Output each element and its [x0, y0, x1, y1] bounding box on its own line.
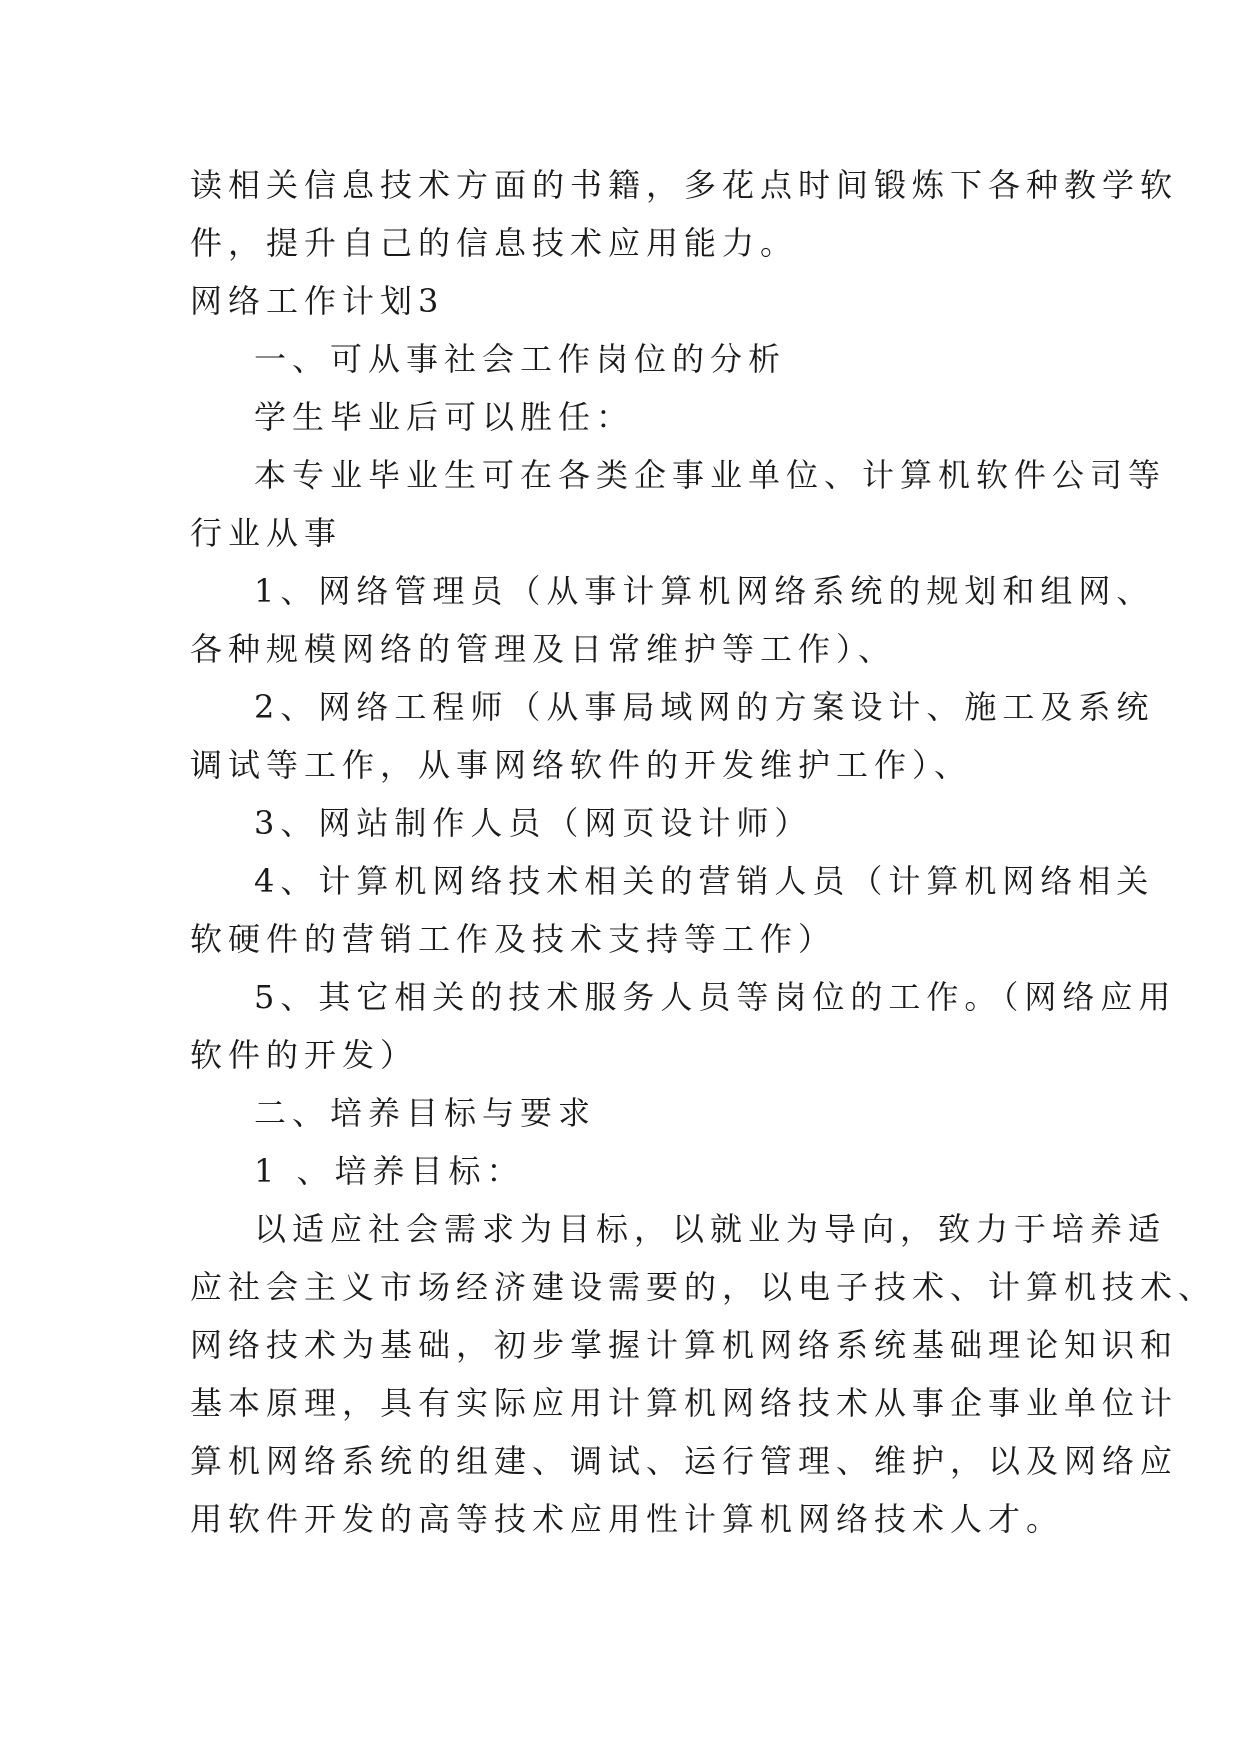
text-line: 行业从事 — [190, 514, 343, 552]
list-item-continuation: 软硬件的营销工作及技术支持等工作） — [190, 920, 837, 958]
section-heading: 网络工作计划3 — [190, 282, 445, 320]
text-line: 本专业毕业生可在各类企事业单位、计算机软件公司等 — [254, 456, 1167, 494]
text-line: 读相关信息技术方面的书籍，多花点时间锻炼下各种教学软 — [190, 166, 1179, 204]
list-item: 1、网络管理员（从事计算机网络系统的规划和组网、 — [254, 572, 1155, 610]
text-line: 件，提升自己的信息技术应用能力。 — [190, 224, 799, 262]
list-item: 5、其它相关的技术服务人员等岗位的工作。（网络应用 — [254, 978, 1177, 1016]
text-line: 二、培养目标与要求 — [254, 1094, 597, 1132]
list-item: 2、网络工程师（从事局域网的方案设计、施工及系统 — [254, 688, 1155, 726]
document-body — [190, 156, 1217, 1548]
text-line: 一、可从事社会工作岗位的分析 — [254, 340, 787, 378]
list-item-continuation: 调试等工作，从事网络软件的开发维护工作）、 — [190, 746, 973, 784]
list-item-continuation: 软件的开发） — [190, 1036, 419, 1074]
text-line: 算机网络系统的组建、调试、运行管理、维护，以及网络应 — [190, 1442, 1179, 1480]
list-item: 4、计算机网络技术相关的营销人员（计算机网络相关 — [254, 862, 1155, 900]
list-item: 3、网站制作人员（网页设计师） — [254, 804, 813, 842]
list-item-continuation: 各种规模网络的管理及日常维护等工作）、 — [190, 630, 897, 668]
text-line: 以适应社会需求为目标，以就业为导向，致力于培养适 — [254, 1210, 1167, 1248]
text-line: 基本原理，具有实际应用计算机网络技术从事企事业单位计 — [190, 1384, 1179, 1422]
text-line: 用软件开发的高等技术应用性计算机网络技术人才。 — [190, 1500, 1065, 1538]
text-line: 网络技术为基础，初步掌握计算机网络系统基础理论知识和 — [190, 1326, 1179, 1364]
text-line: 学生毕业后可以胜任： — [254, 398, 635, 436]
text-line: 应社会主义市场经济建设需要的，以电子技术、计算机技术、 — [190, 1268, 1217, 1306]
text-line: 1 、培养目标： — [254, 1152, 525, 1190]
